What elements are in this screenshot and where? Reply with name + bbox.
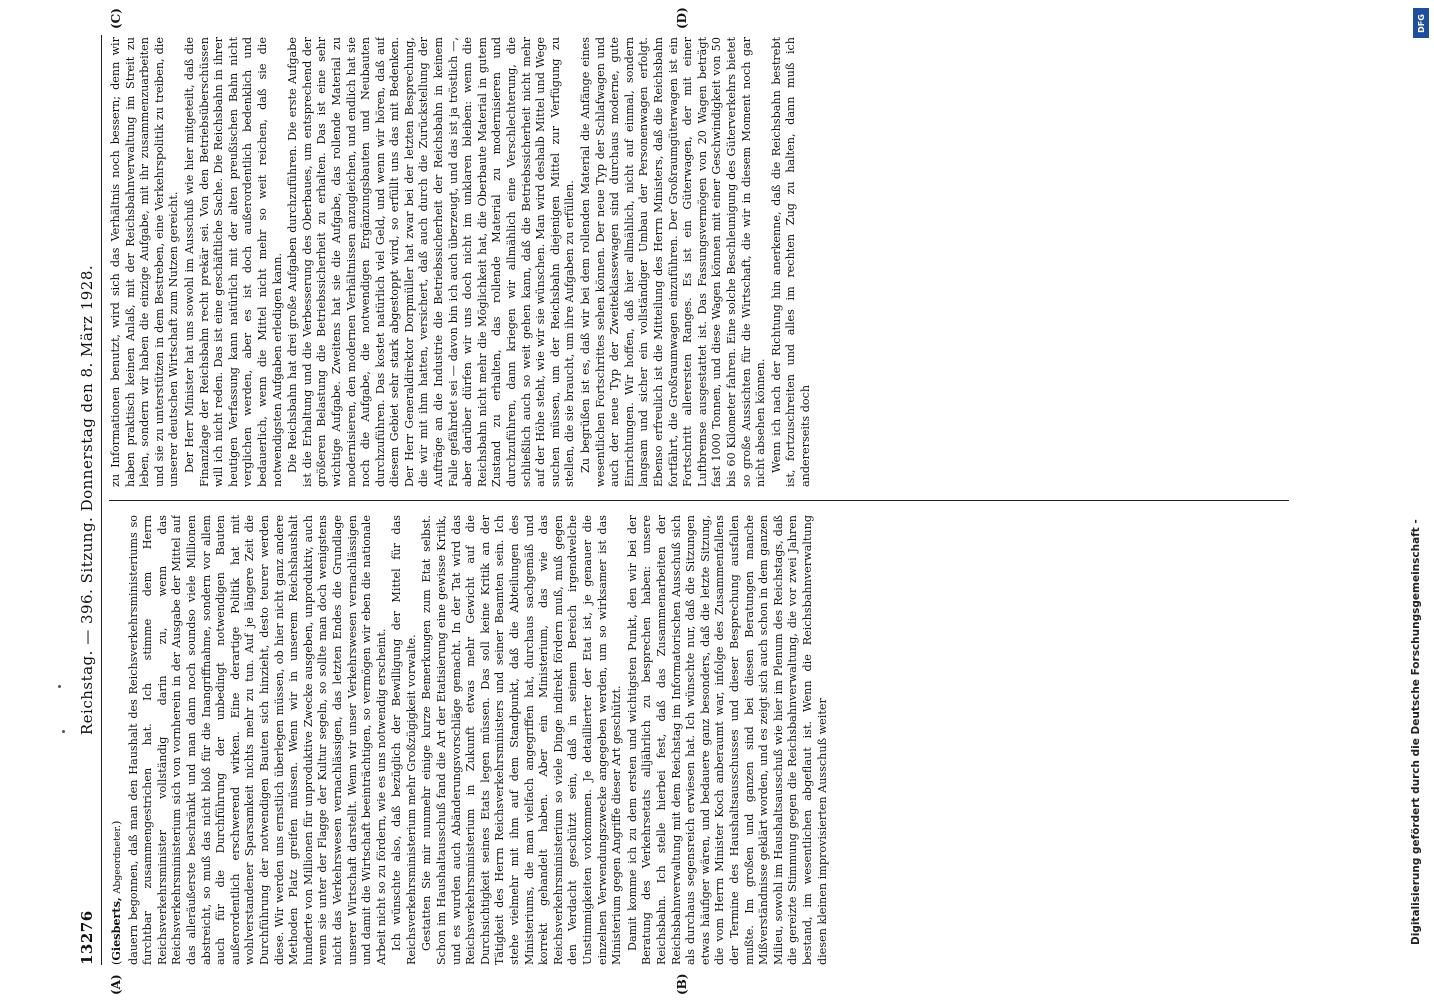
paragraph: Gestatten Sie mir nunmehr einige kurze Bemerkungen zum Etat selbst. Schon im Haushaltausschuß fand die Art der Etatisierung eine gewisse Kritik, und es wurden auch Abänderungsvorschläge gemacht. In der Tat wird das Reichsverkehrsministerium in Zukunft etwas mehr Gewicht auf die Durchsichtigkeit seines Etats legen müssen. Das soll keine Kritik an der Tätigkeit des Herrn Reichsverkehrsministers und seiner Beamten sein. Ich stehe vielmehr mit ihm auf dem Standpunkt, daß die Abteilungen des Ministeriums, die man vielfach angegriffen hat, durchaus sachgemäß und korrekt gehandelt haben. Aber ein Ministerium, das wie das Reichsverkehrsministerium so viele Dinge indirekt fördern muß, muß gegen den Verdacht geschützt sein, daß in seinem Bereich irgendwelche Unstimmigkeiten vorkommen. Je detaillierter der Etat ist, je genauer die einzelnen Verwendungszwecke angegeben werden, um so wirksamer ist das Ministerium gegen Angriffe dieser Art geschützt.: [420, 515, 624, 965]
paragraph: Wenn ich nach der Richtung hin anerkenne, daß die Reichsbahn bestrebt ist, fortzuschreiten und alles im rechten Zug zu halten, dann muß ich andererseits doch: [769, 37, 812, 487]
page-header: [75, 35, 102, 965]
column-divider: [109, 500, 1289, 501]
margin-marker-c: (C): [109, 8, 123, 29]
paragraph: dauern begonnen, daß man den Haushalt des Reichsverkehrsministeriums so furchtbar zusammengestrichen hat. Ich stimme dem Herrn Reichsverkehrsminister vollständig darin zu, wenn das Reichsverkehrsministerium sich von vornherein in der Ausgabe der Mittel auf das alleräußerste beschränkt und man dann noch soundso viele Millionen abstreicht, so muß das nicht bloß für die Inangriffnahme, sondern vor allem auch für die Durchführung der unbedingt notwendigen Bauten außerordentlich erschwerend wirken. Eine derartige Politik hat mit wohlverstandener Sparsamkeit nichts mehr zu tun. Auf je längere Zeit die Durchführung der notwendigen Bauten sich hinzieht, desto teurer werden diese. Wir werden uns ernstlich überlegen müssen, ob hier nicht ganz andere Methoden Platz greifen müssen. Wenn wir in unserem Reichshaushalt hunderte von Millionen für unproduktive Zwecke ausgeben, unproduktiv, auch wenn sie unter der Flagge der Kultur segeln, so sollte man doch wenigstens nicht das Verkehrswesen vernachlässigen, das letzten Endes die Grundlage unserer Wirtschaft darstellt. Wenn wir unser Verkehrswesen vernachlässigen und damit die Wirtschaft beeinträchtigen, so vermögen wir eben die nationale Arbeit nicht so zu fördern, wie es uns notwendig erscheint.: [126, 515, 388, 965]
paragraph: Damit komme ich zu dem ersten und wichtigsten Punkt, den wir bei der Beratung des Verkehrsetats alljährlich zu besprechen haben: unsere Reichsbahn. Ich stelle hierbei fest, daß das Zusammenarbeiten der Reichsbahnverwaltung mit dem Reichstag im Informatorischen Ausschuß sich als durchaus segensreich erwiesen hat. Ich wünschte nur, daß die Sitzungen etwas häufiger wären, und bedauere ganz besonders, daß die letzte Sitzung, die vom Herrn Minister Koch anberaumt war, infolge des Zusammenfallens der Termine des Haushaltsausschusses und dieser Besprechung ausfallen mußte. Im großen und ganzen sind bei diesen Beratungen manche Mißverständnisse geklärt worden, und es zeigt sich auch schon in dem ganzen Milieu, sowohl im Haushaltsausschuß wie hier im Plenum des Reichstags, daß die gereizte Stimmung gegen die Reichsbahnverwaltung, die vor zwei Jahren bestand, im wesentlichen abgeflaut ist. Wenn die Reichsbahnverwaltung diesen kleinen improvisierten Ausschuß weiter: [625, 515, 829, 965]
rotated-document-page: [75, 7, 1295, 995]
speaker-name: Giesberts,: [109, 897, 123, 961]
speaker-line: (Giesberts, Abgeordneter.): [109, 820, 123, 965]
digitization-note-text: Digitalisierung gefördert durch die Deutsche Forschungsgemeinschaft -: [1410, 519, 1422, 945]
page-number: 13276: [78, 910, 96, 965]
dfg-logo-text: DFG: [1416, 13, 1426, 33]
left-column: [109, 515, 1289, 965]
paragraph: zu Informationen benutzt, wird sich das Verhältnis noch bessern; denn wir haben praktisch keinen Anlaß, mit der Reichsbahnverwaltung im Streit zu leben, sondern wir haben die einzige Aufgabe, mit ihr zusammenzuarbeiten und sie zu unterstützen in dem Bestreben, eine Verkehrspolitik zu treiben, die unserer deutschen Wirtschaft zum Nutzen gereicht.: [109, 37, 181, 487]
right-column: [109, 37, 1289, 487]
scan-speck: [58, 685, 61, 688]
speaker-role: Abgeordneter.: [112, 824, 123, 894]
margin-marker-d: (D): [675, 7, 689, 29]
margin-marker-b: (B): [675, 973, 689, 995]
dfg-logo: [1413, 8, 1429, 38]
paragraph: Der Herr Minister hat uns sowohl im Ausschuß wie hier mitgeteilt, daß die Finanzlage der Reichsbahn recht prekär sei. Von den Betriebsüberschüssen will ich nicht reden. Das ist eine geschäftliche Sache. Die Reichsbahn in ihrer heutigen Verfassung kann natürlich mit der alten preußischen Bahn nicht verglichen werden, aber es ist doch außerordentlich bedenklich und bedauerlich, wenn die Mittel nicht mehr so weit reichen, daß sie die notwendigsten Aufgaben erledigen kann.: [182, 37, 284, 487]
paragraph: Zu begrüßen ist es, daß wir bei dem rollenden Material die Anfänge eines wesentlichen Fortschrittes sehen können. Der neue Typ der Schlafwagen und auch der neue Typ der Zweiteklassewagen sind durchaus moderne, gute Einrichtungen. Wir hoffen, daß hier allmählich, nicht auf einmal, sondern langsam und sicher ein vollständiger Umbau der Personenwagen erfolgt. Ebenso erfreulich ist die Mitteilung des Herrn Ministers, daß die Reichsbahn fortfährt, die Großraumwagen einzuführen. Der Großraumgüterwagen ist ein Fortschritt allerersten Ranges. Es ist ein Güterwagen, der mit einer Luftbremse ausgestattet ist. Das Fassungsvermögen von 20 Wagen beträgt fast 1000 Tonnen, und diese Wagen können mit einer Geschwindigkeit von 50 bis 60 Kilometer fahren. Eine solche Beschleunigung des Güterverkehrs bietet so große Aussichten für die Wirtschaft, die wir in diesem Moment noch gar nicht absehen können.: [579, 37, 768, 487]
margin-marker-a: (A): [109, 974, 123, 995]
paragraph: Ich wünschte also, daß bezüglich der Bewilligung der Mittel für das Reichsverkehrsministerium mehr Großzügigkeit vorwalte.: [390, 515, 418, 965]
paragraph: Die Reichsbahn hat drei große Aufgaben durchzuführen. Die erste Aufgabe ist die Erhaltung und die Verbesserung des Oberbaues, um entsprechend der größeren Belastung die Betriebssicherheit zu erhalten. Das ist eine sehr wichtige Aufgabe. Zweitens hat sie die Aufgabe, das rollende Material zu modernisieren, den modernen Verhältnissen anzugleichen, und endlich hat sie noch die Aufgabe, die notwendigen Ergänzungsbauten und Neubauten durchzuführen. Das kostet natürlich viel Geld, und wenn wir hören, daß auf diesem Gebiet sehr stark abgestoppt wird, so erfüllt uns das mit Bedenken. Der Herr Generaldirektor Dorpmüller hat zwar bei der letzten Besprechung, die wir mit ihm hatten, versichert, daß auch durch die Zurückstellung der Aufträge an die Industrie die Betriebssicherheit der Reichsbahn in keinem Falle gefährdet sei — davon bin ich auch überzeugt, und das ist ja tröstlich —, aber darüber dürfen wir uns doch nicht im unklaren bleiben: wenn die Reichsbahn nicht mehr die Möglichkeit hat, die Oberbaute Material in gutem Zustand zu erhalten, das rollende Material zu modernisieren und durchzuführen, dann kriegen wir allmählich eine Verschlechterung, die schließlich auch so weit gehen kann, daß die Betriebssicherheit nicht mehr auf der Höhe steht, wie wir sie wünschen. Man wird deshalb Mittel und Wege suchen müssen, um der Reichsbahn diejenigen Mittel zur Verfügung zu stellen, die sie braucht, um ihre Aufgaben zu erfüllen.: [286, 37, 577, 487]
scan-speck: [62, 730, 65, 733]
page-title: Reichstag. — 396. Sitzung. Donnerstag den 8. März 1928.: [78, 264, 96, 736]
digitization-note: [1398, 40, 1434, 960]
